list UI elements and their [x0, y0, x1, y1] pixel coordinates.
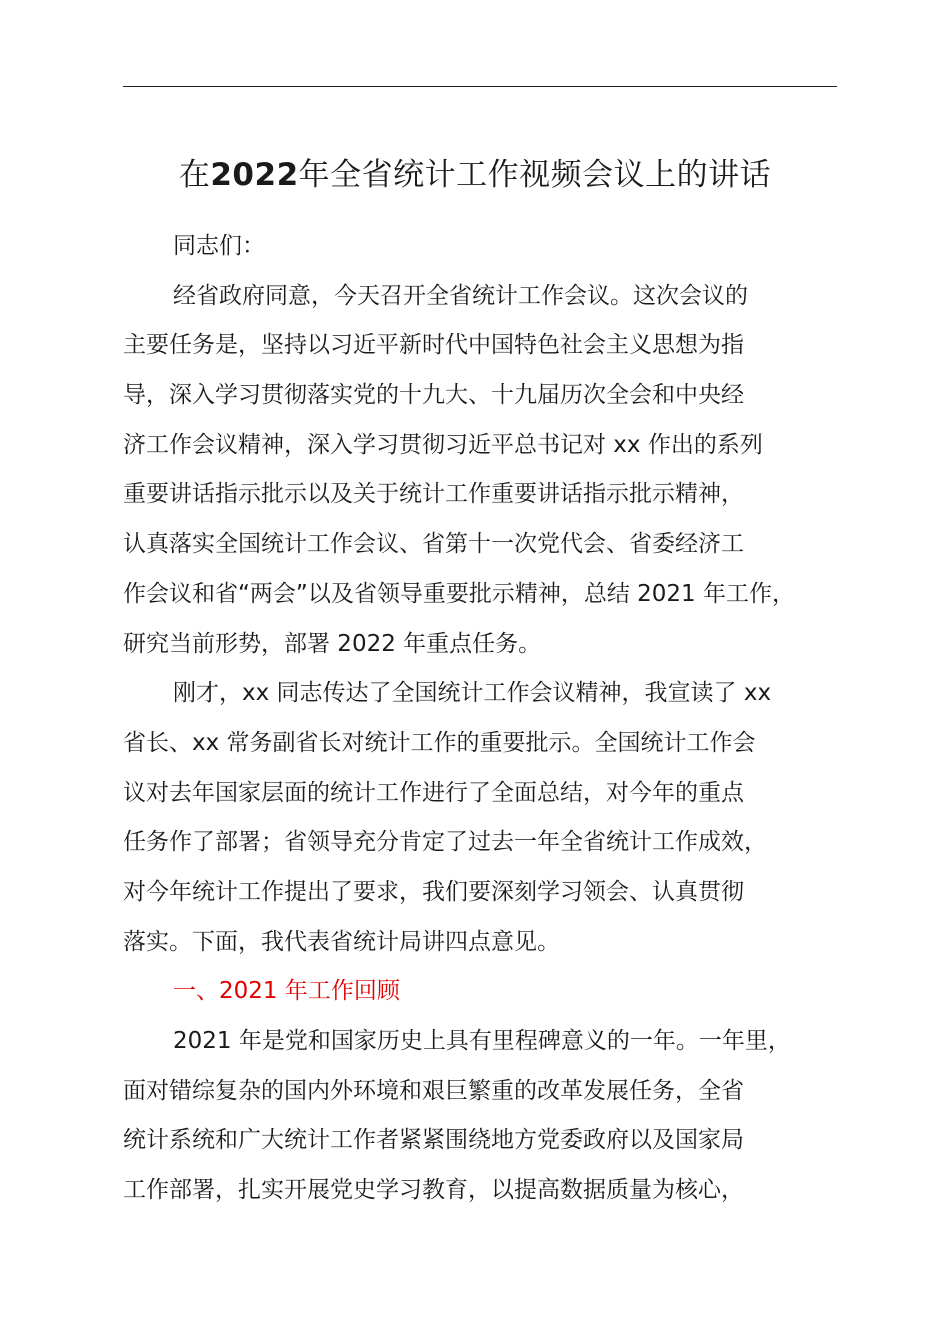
text-line: 2021 年是党和国家历史上具有里程碑意义的一年。一年里，: [173, 1028, 791, 1054]
text-line: 作会议和省“两会”以及省领导重要批示精神，总结 2021 年工作，: [123, 580, 795, 607]
text-line: 经省政府同意，今天召开全省统计工作会议。这次会议的: [173, 282, 748, 309]
title-year: 2022: [210, 157, 299, 193]
text-line: 同志们：: [173, 233, 265, 259]
text-line: 落实。下面，我代表省统计局讲四点意见。: [123, 928, 560, 955]
text-line: 研究当前形势，部署 2022 年重点任务。: [123, 630, 542, 657]
page-title: [60, 148, 890, 202]
text-line: 省长、xx 常务副省长对统计工作的重要批示。全国统计工作会: [123, 729, 756, 756]
text-line: 重要讲话指示批示以及关于统计工作重要讲话指示批示精神，: [123, 481, 744, 508]
text-line: 统计系统和广大统计工作者紧紧围绕地方党委政府以及国家局: [123, 1127, 744, 1154]
text-line: 刚才，xx 同志传达了全国统计工作会议精神，我宣读了 xx: [173, 680, 772, 707]
text-line: 认真落实全国统计工作会议、省第十一次党代会、省委经济工: [123, 531, 744, 558]
text-line: 主要任务是，坚持以习近平新时代中国特色社会主义思想为指: [123, 332, 744, 359]
title-suffix: 年全省统计工作视频会议上的讲话: [298, 157, 772, 193]
text-line: 议对去年国家层面的统计工作进行了全面总结，对今年的重点: [123, 779, 744, 806]
text-line: 工作部署，扎实开展党史学习教育，以提高数据质量为核心，: [123, 1177, 744, 1204]
section-heading: 一、2021 年工作回顾: [173, 978, 400, 1005]
title-prefix: 在: [178, 157, 211, 193]
text-line: 面对错综复杂的国内外环境和艰巨繁重的改革发展任务，全省: [123, 1077, 744, 1104]
text-line: 对今年统计工作提出了要求，我们要深刻学习领会、认真贯彻: [123, 878, 744, 905]
text-line: 导，深入学习贯彻落实党的十九大、十九届历次全会和中央经: [123, 382, 744, 409]
text-line: 任务作了部署；省领导充分肯定了过去一年全省统计工作成效，: [123, 829, 767, 856]
speech-body: [123, 222, 851, 1216]
text-line: 济工作会议精神，深入学习贯彻习近平总书记对 xx 作出的系列: [123, 431, 763, 458]
header-rule: [123, 86, 837, 87]
